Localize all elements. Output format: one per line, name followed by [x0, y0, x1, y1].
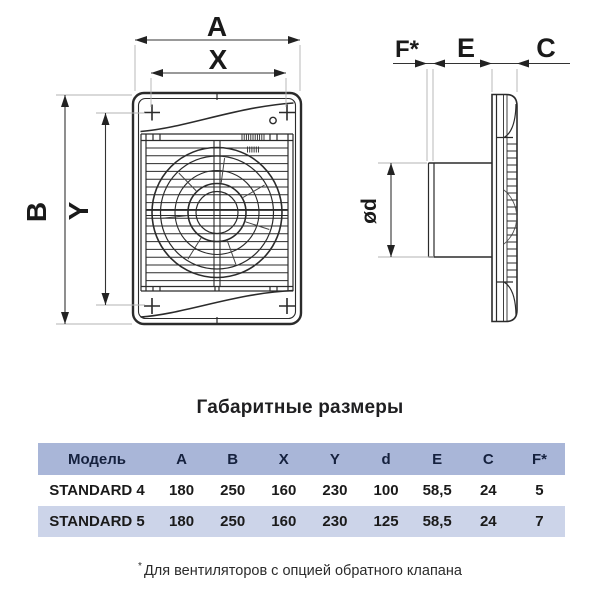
- table-cell: 58,5: [422, 513, 452, 530]
- latch-hatch: [242, 135, 264, 153]
- footnote: [0, 561, 600, 579]
- footnote-text: Для вентиляторов с опцией обратного клапана: [143, 562, 462, 579]
- arrowhead-icon: [480, 60, 492, 68]
- column-header: F*: [531, 450, 547, 468]
- table-cell: 160: [271, 513, 297, 530]
- dim-label-y: Y: [63, 201, 94, 221]
- column-header: d: [381, 450, 391, 468]
- top-wave: [141, 103, 294, 132]
- bottom-wave: [141, 291, 294, 318]
- arrowhead-icon: [61, 95, 69, 107]
- dim-label-c: C: [536, 33, 556, 63]
- dimension-x: [151, 44, 286, 77]
- table-row: [38, 475, 565, 506]
- dim-label-e: E: [456, 33, 476, 63]
- arrowhead-icon: [433, 60, 445, 68]
- table-cell: 58,5: [422, 482, 452, 499]
- duct: [429, 163, 493, 257]
- table-cell: 250: [220, 513, 246, 530]
- column-header: A: [176, 450, 187, 468]
- indicator-light: [270, 117, 276, 123]
- table-cell: 180: [169, 513, 195, 530]
- arrowhead-icon: [387, 245, 395, 257]
- column-header: B: [227, 450, 239, 468]
- arrowhead-icon: [151, 69, 163, 77]
- fan-housing-outline: [133, 93, 301, 324]
- column-header: E: [432, 450, 443, 468]
- body-plate: [492, 95, 517, 322]
- dim-label-d: ød: [358, 198, 381, 224]
- table-cell: 24: [479, 513, 497, 530]
- table-cell: 100: [373, 482, 399, 499]
- column-header: Y: [329, 450, 340, 468]
- arrowhead-icon: [102, 293, 110, 305]
- table-cell: 230: [322, 513, 348, 530]
- dimensions-table: [38, 443, 565, 537]
- dimension-y: [63, 113, 110, 305]
- column-header: C: [482, 450, 494, 468]
- front-extension-lines: [56, 45, 300, 324]
- side-fins: [507, 144, 517, 277]
- table-cell: 7: [535, 513, 544, 530]
- section-title: Габаритные размеры: [196, 397, 404, 418]
- arrowhead-icon: [288, 36, 300, 44]
- column-header: X: [278, 450, 289, 468]
- table-row: [38, 506, 565, 537]
- impeller: [152, 148, 282, 278]
- table-cell: 180: [169, 482, 195, 499]
- table-cell: 5: [535, 482, 544, 499]
- side-view: [429, 95, 518, 322]
- arrowhead-icon: [61, 312, 69, 324]
- dimension-d: [358, 163, 395, 257]
- dimension-fec: [393, 33, 570, 68]
- dim-label-a: A: [206, 11, 228, 42]
- dim-label-x: X: [208, 44, 228, 75]
- grille-frame: [141, 134, 293, 291]
- impeller-blades: [162, 158, 269, 264]
- dimension-b: [21, 95, 69, 324]
- dim-label-f: F*: [395, 36, 419, 63]
- arrowhead-icon: [102, 113, 110, 125]
- grille-slats: [146, 148, 288, 281]
- model-name: STANDARD 4: [49, 482, 145, 499]
- front-view: [133, 93, 301, 324]
- model-name: STANDARD 5: [49, 513, 145, 530]
- footnote-asterisk: *: [138, 561, 142, 572]
- dimension-a: [135, 11, 300, 44]
- arrowhead-icon: [135, 36, 147, 44]
- arrowhead-icon: [387, 163, 395, 175]
- arrowhead-icon: [274, 69, 286, 77]
- table-cell: 250: [220, 482, 246, 499]
- table-cell: 125: [373, 513, 399, 530]
- table-cell: 160: [271, 482, 297, 499]
- table-cell: 230: [322, 482, 348, 499]
- table-header-row: [38, 443, 565, 475]
- column-header: Модель: [67, 450, 127, 468]
- arrowhead-icon: [517, 60, 529, 68]
- dim-label-b: B: [21, 201, 52, 223]
- table-cell: 24: [479, 482, 497, 499]
